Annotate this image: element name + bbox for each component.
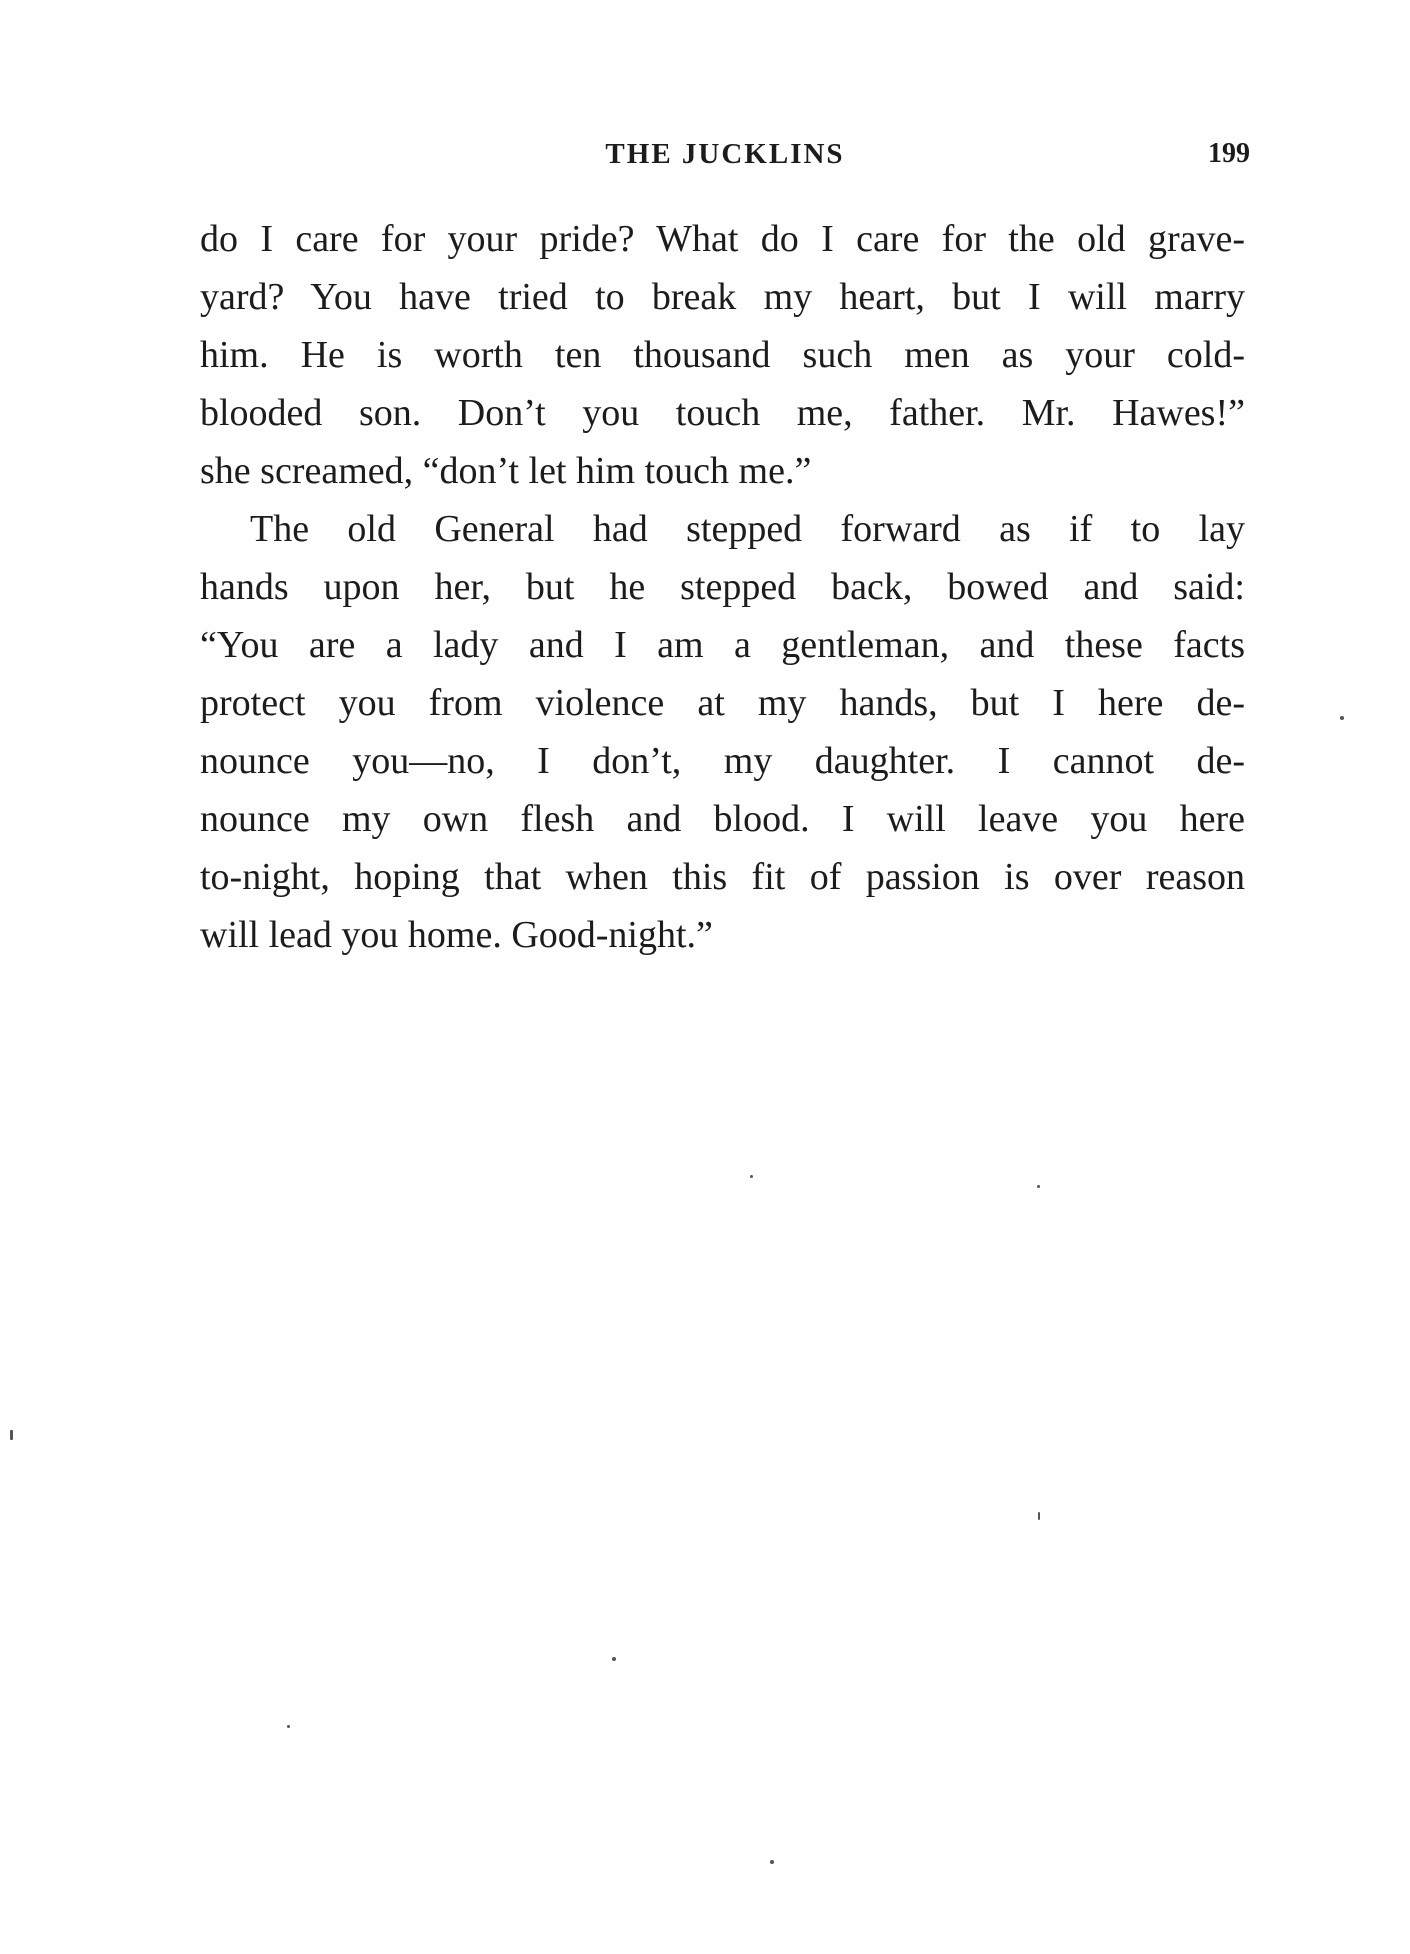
page-number: 199 xyxy=(1208,138,1250,169)
body-text xyxy=(200,210,1245,964)
text-line: she screamed, “don’t let him touch me.” xyxy=(200,450,812,492)
scan-speck xyxy=(10,1430,13,1440)
text-line: do I care for your pride? What do I care for the old grave- xyxy=(200,218,1245,260)
running-head xyxy=(200,138,1250,174)
text-line: “You are a lady and I am a gentleman, and these facts xyxy=(200,624,1245,666)
text-line: nounce my own flesh and blood. I will leave you here xyxy=(200,798,1245,840)
scan-speck xyxy=(1340,716,1344,720)
text-line: yard? You have tried to break my heart, but I will marry xyxy=(200,276,1245,318)
text-line: blooded son. Don’t you touch me, father. Mr. Hawes!” xyxy=(200,392,1245,434)
text-line: The old General had stepped forward as if to lay xyxy=(250,508,1245,550)
text-line: him. He is worth ten thousand such men as your cold- xyxy=(200,334,1245,376)
paragraph xyxy=(200,210,1245,500)
text-line: nounce you—no, I don’t, my daughter. I cannot de- xyxy=(200,740,1245,782)
text-line: to-night, hoping that when this fit of passion is over reason xyxy=(200,856,1245,898)
scan-speck xyxy=(612,1657,616,1661)
scan-speck xyxy=(770,1860,774,1864)
paragraph xyxy=(200,500,1245,964)
scan-speck xyxy=(1038,1512,1040,1520)
text-line: will lead you home. Good-night.” xyxy=(200,914,713,956)
running-title: THE JUCKLINS xyxy=(605,138,845,170)
scan-speck xyxy=(287,1725,290,1728)
scan-speck xyxy=(1037,1185,1040,1188)
scan-speck xyxy=(750,1175,753,1178)
text-line: hands upon her, but he stepped back, bowed and said: xyxy=(200,566,1245,608)
text-line: protect you from violence at my hands, but I here de- xyxy=(200,682,1245,724)
